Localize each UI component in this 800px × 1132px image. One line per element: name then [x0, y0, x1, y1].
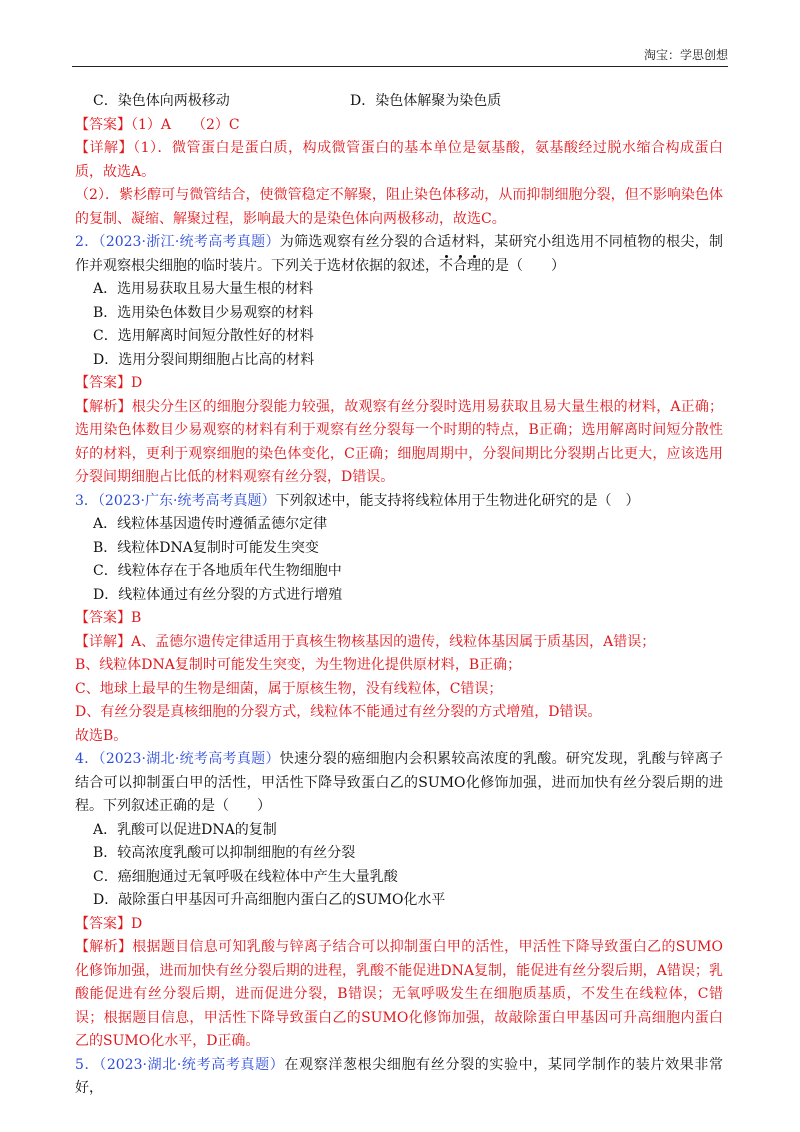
analysis-text: 根尖分生区的细胞分裂能力较强，故观察有丝分裂时选用易获取且易大量生根的材料，A正确；选用染色体数目少易观察的材料有利于观察有丝分裂每一个时期的特点，B正确；选用解离时间短分散性好的材料，更利于观察细胞的染色体变化，C正确；细胞周期中，分裂间期比分裂期占比更大，应该选用分裂间期细胞占比低的材料观察有丝分裂，D错误。 [75, 398, 724, 485]
q4-option-a: A．乳酸可以促进DNA的复制 [93, 821, 277, 838]
question-number: 5． [75, 1056, 100, 1073]
question-source: （2023·浙江·统考高考真题） [98, 234, 280, 250]
q2-option-c: C．选用解离时间短分散性好的材料 [93, 328, 314, 344]
emphasis-char: 不 [439, 255, 453, 279]
question-source: （2023·湖北·统考高考真题） [98, 751, 280, 767]
header-text: 淘宝：学思创想 [643, 48, 728, 62]
q2-option-d: D．选用分裂间期细胞占比高的材料 [93, 351, 315, 368]
answer-text: D [131, 915, 143, 932]
q1-detail-1 [75, 137, 723, 184]
q4-analysis [75, 936, 723, 1054]
question-source: （2023·广东·统考高考真题） [97, 492, 276, 509]
q4-answer [75, 913, 723, 937]
q3-option-b: B．线粒体DNA复制时可能发生突变 [93, 539, 319, 556]
detail-text: A、孟德尔遗传定律适用于真核生物核基因的遗传，线粒体基因属于质基因，A错误； [131, 633, 656, 650]
stem-text: 快速分裂的癌细胞内会积累较高浓度的乳酸。研究发现，乳酸与锌离子结合可以抑制蛋白甲的活性，甲活性下降导致蛋白乙的SUMO化修饰加强，进而加快有丝分裂后期的进程。下列叙述正确的是（ ） [75, 751, 724, 814]
q2-option-b: B．选用染色体数目少易观察的材料 [93, 304, 314, 321]
q3-option-d: D．线粒体通过有丝分裂的方式进行增殖 [93, 586, 343, 603]
page-header [72, 38, 728, 67]
stem-text: 在观察洋葱根尖细胞有丝分裂的实验中，某同学制作的装片效果非常好， [75, 1056, 723, 1096]
question-source: （2023·湖北·统考高考真题） [99, 1056, 285, 1073]
q5-stem [75, 1054, 723, 1101]
q3-detail-c: C、地球上最早的生物是细菌，属于原核生物，没有线粒体，C错误； [75, 680, 503, 697]
q1-option-d: D．染色体解聚为染色质 [350, 93, 502, 109]
q4-stem [75, 748, 723, 819]
answer-tag: 【答案】 [75, 375, 131, 391]
analysis-tag: 【解析】 [75, 939, 133, 955]
detail-tag: 【详解】 [75, 140, 134, 156]
emphasis-text [439, 258, 481, 274]
question-number: 3． [75, 492, 98, 509]
q1-detail-2: （2）．紫杉醇可与微管结合，使微管稳定不解聚，阻止染色体移动，从而抑制细胞分裂，但不影响染色体的复制、凝缩、解聚过程，影响最大的是染色体向两极移动，故选C。 [75, 187, 723, 227]
detail-text: （1）．微管蛋白是蛋白质，构成微管蛋白的基本单位是氨基酸，氨基酸经过脱水缩合构成蛋白质，故选A。 [75, 140, 724, 180]
q3-option-c: C．线粒体存在于各地质年代生物细胞中 [93, 563, 342, 579]
q3-conclusion: 故选B。 [75, 727, 128, 744]
question-number: 4． [75, 751, 99, 767]
answer-tag: 【答案】 [75, 116, 131, 133]
stem-text-end: 的是（ ） [481, 257, 565, 274]
q3-option-a: A．线粒体基因遗传时遵循孟德尔定律 [93, 516, 328, 532]
q1-answer [75, 114, 723, 138]
q4-option-c: C．癌细胞通过无氧呼吸在线粒体中产生大量乳酸 [93, 868, 398, 885]
answer-text: D [131, 375, 143, 391]
emphasis-char: 理 [467, 255, 481, 279]
stem-text: 下列叙述中，能支持将线粒体用于生物进化研究的是（ ） [275, 492, 640, 509]
stem-text: 为筛选观察有丝分裂的合适材料，某研究小组选用不同植物的根尖，制作并观察根尖细胞的临时装片。下列关于选材依据的叙述， [75, 234, 724, 274]
analysis-text: 根据题目信息可知乳酸与锌离子结合可以抑制蛋白甲的活性，甲活性下降导致蛋白乙的SUMO化修饰加强，进而加快有丝分裂后期的进程，乳酸不能促进DNA复制，能促进有丝分裂后期，A错误；乳酸能促进有丝分裂后期，进而促进分裂，B错误；无氧呼吸发生在细胞质基质，不发生在线粒体，C错误；根据题目信息，甲活性下降导致蛋白乙的SUMO化修饰加强，故敲除蛋白甲基因可升高细胞内蛋白乙的SUMO化水平，D正确。 [75, 939, 723, 1049]
answer-tag: 【答案】 [75, 610, 131, 626]
q1-options-cd [75, 90, 723, 114]
emphasis-char: 合 [453, 255, 467, 279]
q2-stem [75, 231, 723, 278]
answer-text: B [131, 610, 142, 626]
q3-detail-d: D、有丝分裂是真核细胞的分裂方式，线粒体不能通过有丝分裂的方式增殖，D错误。 [75, 704, 602, 720]
q1-option-c: C．染色体向两极移动 [93, 93, 230, 109]
q3-detail-a [75, 631, 723, 655]
answer-tag: 【答案】 [75, 915, 131, 932]
q3-answer [75, 607, 723, 631]
question-number: 2． [75, 234, 99, 250]
q2-analysis [75, 396, 723, 490]
q2-option-a: A．选用易获取且易大量生根的材料 [93, 281, 314, 297]
q4-option-d: D．敲除蛋白甲基因可升高细胞内蛋白乙的SUMO化水平 [93, 892, 446, 908]
q4-option-b: B．较高浓度乳酸可以抑制细胞的有丝分裂 [93, 845, 356, 861]
q3-detail-b: B、线粒体DNA复制时可能发生突变，为生物进化提供原材料，B正确； [75, 657, 522, 673]
q2-answer [75, 372, 723, 396]
answer-text: （1）A （2）C [131, 116, 240, 133]
q3-stem [75, 490, 723, 514]
document-body [75, 90, 723, 1101]
detail-tag: 【详解】 [75, 633, 131, 650]
analysis-tag: 【解析】 [75, 398, 132, 415]
